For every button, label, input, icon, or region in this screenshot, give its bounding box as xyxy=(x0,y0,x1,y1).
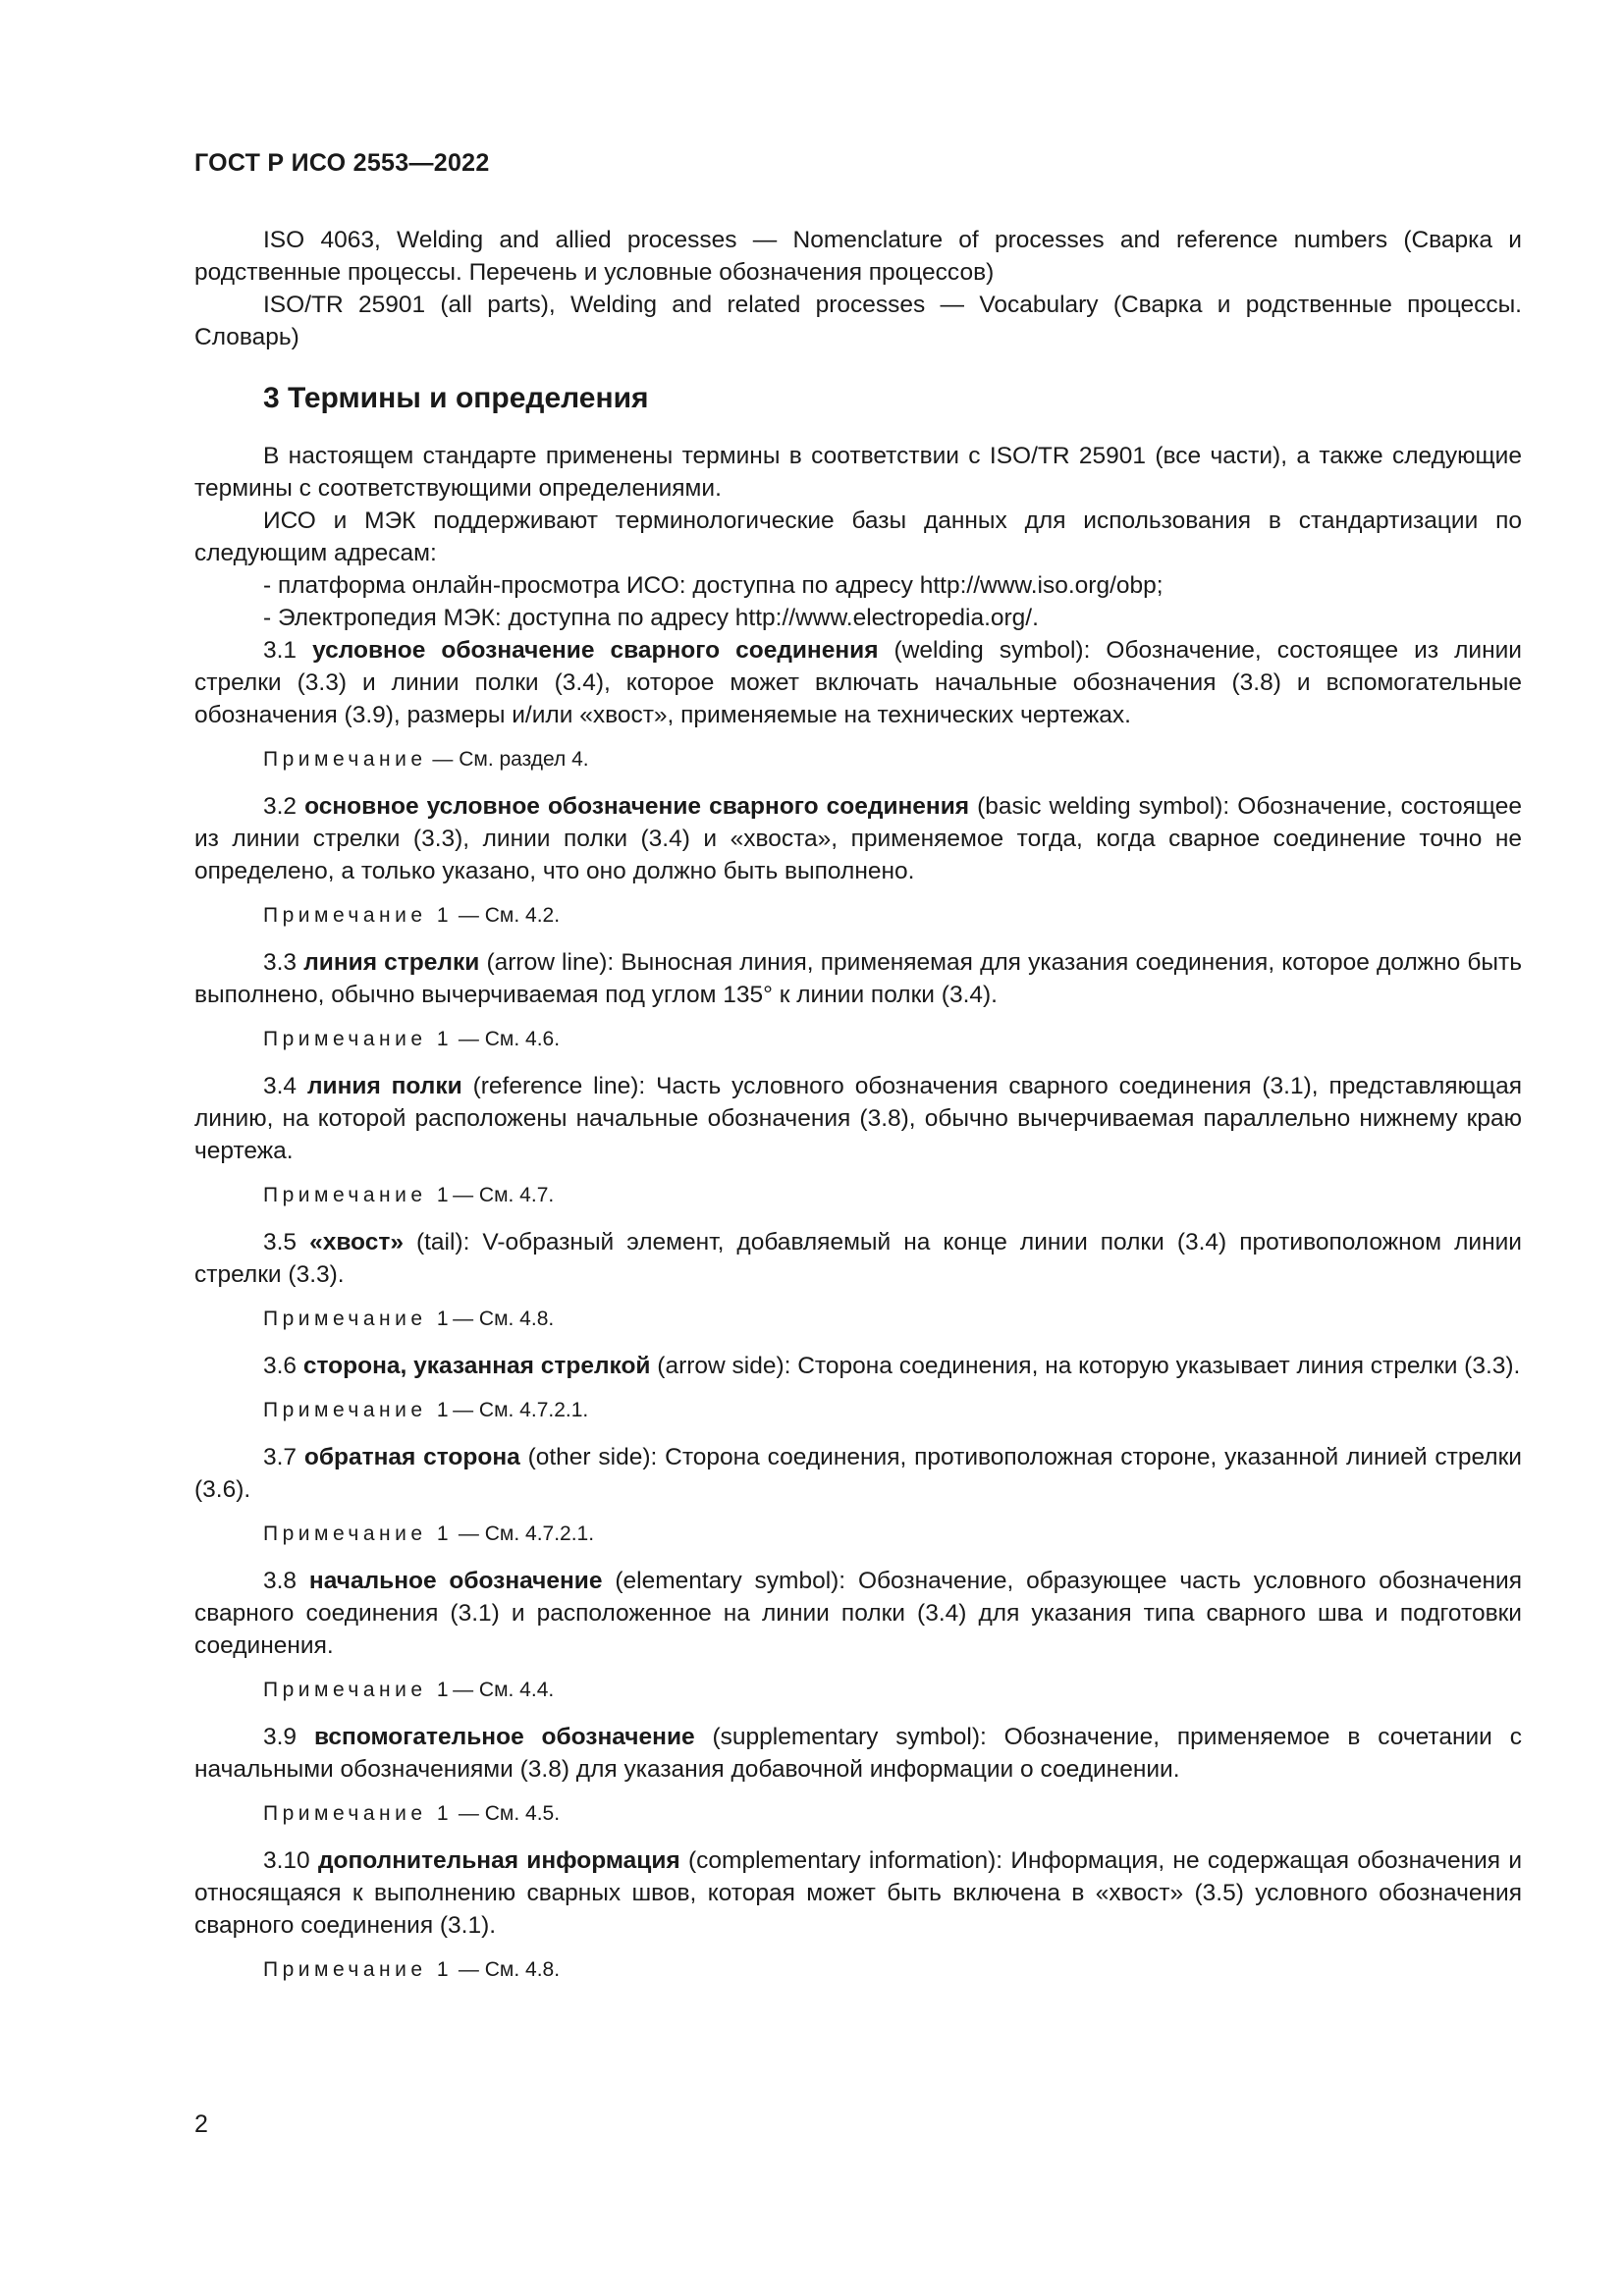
term-name: условное обозначение сварного соединения xyxy=(312,637,879,664)
term-number: 3.4 xyxy=(263,1073,298,1099)
term-definition xyxy=(194,1070,1522,1167)
term-note xyxy=(263,1799,1522,1829)
note-label: Примечание 1 xyxy=(263,1679,454,1701)
note-label: Примечание 1 xyxy=(263,1958,454,1981)
term-name: вспомогательное обозначение xyxy=(313,1724,695,1750)
term-note xyxy=(263,745,1522,774)
term-definition-text: (supplementary symbol): Обозначение, применяемое в сочетании с начальными обозначениями (3.8) для указания добавочной информации о соединении. xyxy=(194,1724,1522,1783)
term-name: «хвост» xyxy=(309,1229,404,1255)
term-definition xyxy=(194,1565,1522,1662)
term-number: 3.9 xyxy=(263,1724,298,1750)
term-definition-text: (other side): Сторона соединения, противоположная стороне, указанной линией стрелки (3.6). xyxy=(194,1444,1522,1503)
normative-references xyxy=(194,224,1522,353)
note-text: — См. 4.8. xyxy=(453,1958,561,1981)
term-name: дополнительная информация xyxy=(317,1847,680,1874)
document-body xyxy=(194,224,1522,2001)
note-text: — См. 4.7. xyxy=(453,1184,555,1206)
section-intro xyxy=(194,440,1522,634)
note-label: Примечание 1 xyxy=(263,1308,454,1330)
term-note xyxy=(263,1025,1522,1054)
term-name: линия полки xyxy=(306,1073,462,1099)
term-note xyxy=(263,1955,1522,1985)
term-definition xyxy=(194,1721,1522,1786)
note-label: Примечание 1 xyxy=(263,1802,454,1825)
term-name: обратная сторона xyxy=(303,1444,520,1470)
intro-list-item: - платформа онлайн-просмотра ИСО: доступна по адресу http://www.iso.org/obp; xyxy=(263,572,1164,599)
term-definition xyxy=(194,946,1522,1011)
note-label: Примечание 1 xyxy=(263,1184,454,1206)
note-text: — См. 4.7.2.1. xyxy=(453,1399,589,1421)
term-definition-text: (reference line): Часть условного обозначения сварного соединения (3.1), представляющая линию, на которой расположены начальные обозначения (3.8), обычно вычерчиваемая параллельно нижнему краю чертежа. xyxy=(194,1073,1522,1164)
term-definition xyxy=(194,1226,1522,1291)
term-number: 3.6 xyxy=(263,1353,298,1379)
term-number: 3.8 xyxy=(263,1568,298,1594)
note-text: — См. 4.4. xyxy=(453,1679,555,1701)
note-text: — См. раздел 4. xyxy=(426,748,589,771)
term-number: 3.3 xyxy=(263,949,298,976)
term-definition xyxy=(194,634,1522,731)
term-note xyxy=(263,1396,1522,1425)
page-number: 2 xyxy=(194,2110,208,2138)
term-definition-text: (basic welding symbol): Обозначение, состоящее из линии стрелки (3.3), линии полки (3.4) и «хвоста», применяемое тогда, когда сварное соединение точно не определено, а только указано, что оно должно быть выполнено. xyxy=(194,793,1522,884)
note-label: Примечание 1 xyxy=(263,1028,454,1050)
term-note xyxy=(263,1676,1522,1705)
note-text: — См. 4.5. xyxy=(453,1802,561,1825)
intro-paragraph: В настоящем стандарте применены термины в соответствии с ISO/TR 25901 (все части), а также следующие термины с соответствующими определениями. xyxy=(194,443,1522,502)
terms-list xyxy=(194,634,1522,1985)
note-text: — См. 4.7.2.1. xyxy=(453,1522,595,1545)
term-number: 3.2 xyxy=(263,793,298,820)
term-definition xyxy=(194,1441,1522,1506)
term-definition-text: (welding symbol): Обозначение, состоящее из линии стрелки (3.3) и линии полки (3.4), которое может включать начальные обозначения (3.8) и вспомогательные обозначения (3.9), размеры и/или «хвост», применяемые на технических чертежах. xyxy=(194,637,1522,728)
term-definition-text: (complementary information): Информация, не содержащая обозначения и относящаяся к выполнению сварных швов, которая может быть включена в «хвост» (3.5) условного обозначения сварного соединения (3.1). xyxy=(194,1847,1523,1939)
term-definition-text: (arrow side): Сторона соединения, на которую указывает линия стрелки (3.3). xyxy=(657,1353,1521,1379)
term-number: 3.7 xyxy=(263,1444,298,1470)
note-label: Примечание 1 xyxy=(263,1399,454,1421)
document-code: ГОСТ Р ИСО 2553—2022 xyxy=(194,149,490,177)
reference-item: ISO/TR 25901 (all parts), Welding and related processes — Vocabulary (Сварка и родственные процессы. Словарь) xyxy=(194,292,1522,350)
note-label: Примечание 1 xyxy=(263,1522,454,1545)
term-definition xyxy=(194,1350,1522,1382)
term-number: 3.1 xyxy=(263,637,298,664)
term-note xyxy=(263,1520,1522,1549)
note-text: — См. 4.2. xyxy=(453,904,561,927)
term-definition xyxy=(194,790,1522,887)
term-note xyxy=(263,901,1522,931)
note-text: — См. 4.6. xyxy=(453,1028,561,1050)
intro-paragraph: ИСО и МЭК поддерживают терминологические базы данных для использования в стандартизации по следующим адресам: xyxy=(194,507,1522,566)
term-definition-text: (tail): V-образный элемент, добавляемый на конце линии полки (3.4) противоположном линии стрелки (3.3). xyxy=(194,1229,1522,1288)
term-definition-text: (elementary symbol): Обозначение, образующее часть условного обозначения сварного соединения (3.1) и расположенное на линии полки (3.4) для указания типа сварного шва и подготовки соединения. xyxy=(194,1568,1522,1659)
term-number: 3.10 xyxy=(263,1847,310,1874)
note-text: — См. 4.8. xyxy=(453,1308,555,1330)
note-label: Примечание xyxy=(263,748,427,771)
term-name: сторона, указанная стрелкой xyxy=(302,1353,651,1379)
term-note xyxy=(263,1305,1522,1334)
term-name: линия стрелки xyxy=(303,949,480,976)
note-label: Примечание 1 xyxy=(263,904,454,927)
section-title: 3 Термины и определения xyxy=(263,382,649,414)
term-note xyxy=(263,1181,1522,1210)
reference-item: ISO 4063, Welding and allied processes — Nomenclature of processes and reference numbers (Сварка и родственные процессы. Перечень и условные обозначения процессов) xyxy=(194,227,1522,286)
term-name: основное условное обозначение сварного соединения xyxy=(304,793,970,820)
term-definition-text: (arrow line): Выносная линия, применяемая для указания соединения, которое должно быть выполнено, обычно вычерчиваемая под углом 135° к линии полки (3.4). xyxy=(194,949,1523,1008)
term-definition xyxy=(194,1844,1522,1942)
term-number: 3.5 xyxy=(263,1229,298,1255)
intro-list-item: - Электропедия МЭК: доступна по адресу http://www.electropedia.org/. xyxy=(263,605,1039,631)
term-name: начальное обозначение xyxy=(308,1568,603,1594)
